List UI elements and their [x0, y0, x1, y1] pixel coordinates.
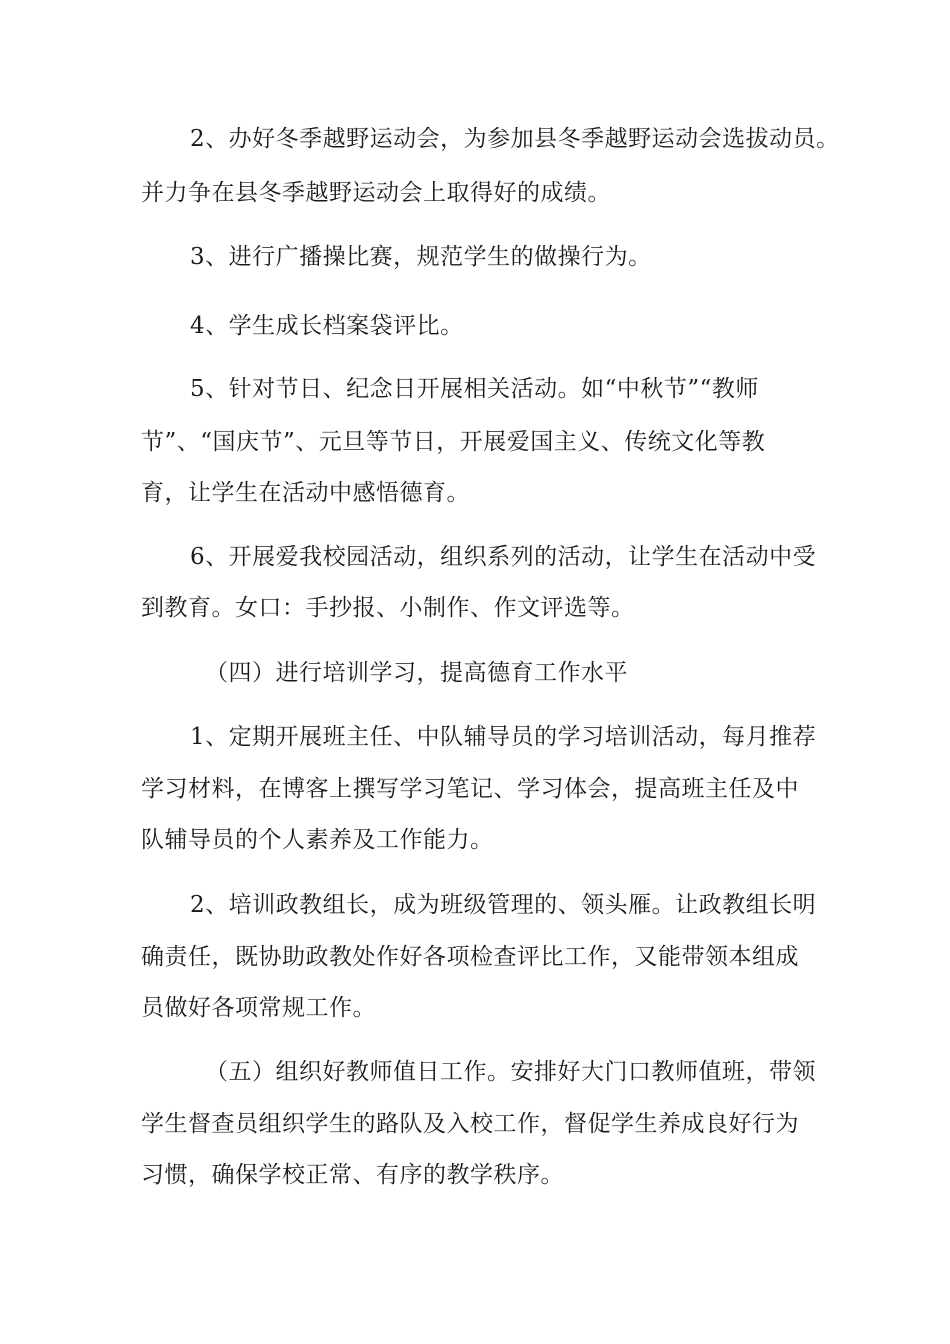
paragraph-line: 2、培训政教组长，成为班级管理的、领头雁。让政教组长明	[190, 892, 817, 918]
paragraph-line: 6、开展爱我校园活动，组织系列的活动，让学生在活动中受	[190, 544, 817, 570]
paragraph-line: 育，让学生在活动中感悟德育。	[141, 480, 470, 506]
paragraph-line: 节”、“国庆节”、元旦等节日，开展爱国主义、传统文化等教	[141, 429, 766, 455]
paragraph-line: （五）组织好教师值日工作。安排好大门口教师值班，带领	[205, 1059, 816, 1085]
section-heading: （四）进行培训学习，提高德育工作水平	[205, 660, 628, 686]
paragraph-line: 4、学生成长档案袋评比。	[190, 313, 464, 339]
paragraph-line: 3、进行广播操比赛，规范学生的做操行为。	[190, 244, 652, 270]
paragraph-line: 习惯，确保学校正常、有序的教学秩序。	[141, 1162, 564, 1188]
paragraph-line: 队辅导员的个人素养及工作能力。	[141, 827, 494, 853]
paragraph-line: 并力争在县冬季越野运动会上取得好的成绩。	[141, 180, 611, 206]
paragraph-line: 确责任，既协助政教处作好各项检查评比工作，又能带领本组成	[141, 944, 799, 970]
paragraph-line: 2、办好冬季越野运动会，为参加县冬季越野运动会选拔动员。	[190, 126, 840, 152]
paragraph-line: 1、定期开展班主任、中队辅导员的学习培训活动，每月推荐	[190, 724, 817, 750]
paragraph-line: 学生督查员组织学生的路队及入校工作，督促学生养成良好行为	[141, 1111, 799, 1137]
paragraph-line: 学习材料，在博客上撰写学习笔记、学习体会，提高班主任及中	[141, 776, 799, 802]
paragraph-line: 员做好各项常规工作。	[141, 995, 376, 1021]
paragraph-line: 到教育。女口：手抄报、小制作、作文评选等。	[141, 595, 635, 621]
paragraph-line: 5、针对节日、纪念日开展相关活动。如“中秋节”“教师	[190, 376, 759, 402]
